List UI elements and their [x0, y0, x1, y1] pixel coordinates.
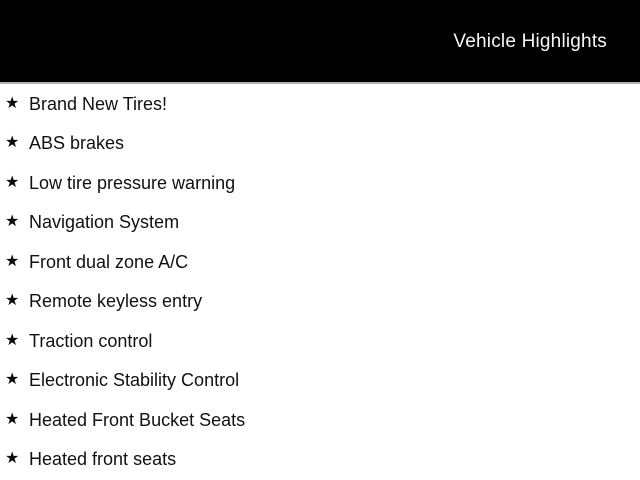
header-bar — [0, 0, 640, 84]
list-item — [0, 440, 640, 480]
star-icon: ★ — [5, 173, 20, 191]
star-icon: ★ — [5, 450, 20, 468]
list-item — [0, 242, 640, 282]
list-item-label: Front dual zone A/C — [29, 251, 189, 272]
list-item-label: Traction control — [29, 330, 153, 351]
star-icon: ★ — [5, 94, 20, 112]
star-icon: ★ — [5, 213, 20, 231]
list-item-label: Low tire pressure warning — [29, 172, 236, 193]
list-item — [0, 321, 640, 361]
star-icon: ★ — [5, 292, 20, 310]
list-item-label: Heated Front Bucket Seats — [29, 409, 246, 430]
list-item-label: Electronic Stability Control — [29, 370, 240, 391]
list-item-label: Heated front seats — [29, 449, 177, 470]
list-item — [0, 163, 640, 203]
list-item — [0, 124, 640, 164]
list-item — [0, 361, 640, 401]
list-item-label: ABS brakes — [29, 133, 125, 154]
list-item — [0, 282, 640, 322]
highlight-list — [0, 84, 640, 480]
list-item-label: Navigation System — [29, 212, 180, 233]
list-item-label: Brand New Tires! — [29, 93, 168, 114]
star-icon: ★ — [5, 371, 20, 389]
star-icon: ★ — [5, 252, 20, 270]
star-icon: ★ — [5, 331, 20, 349]
page-title: Vehicle Highlights — [453, 30, 607, 52]
list-item — [0, 400, 640, 440]
star-icon: ★ — [5, 410, 20, 428]
list-item — [0, 203, 640, 243]
list-item — [0, 84, 640, 124]
star-icon: ★ — [5, 134, 20, 152]
list-item-label: Remote keyless entry — [29, 291, 203, 312]
